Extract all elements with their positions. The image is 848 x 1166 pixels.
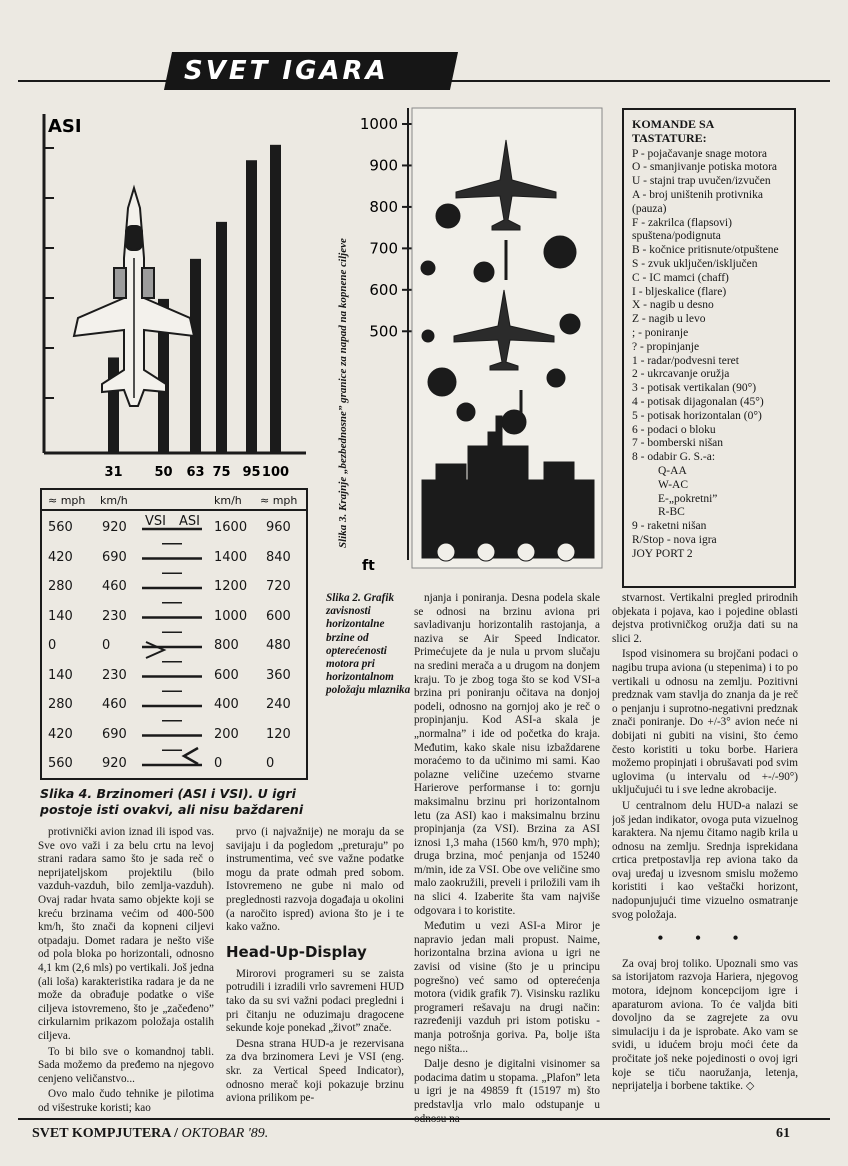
gauge-row (42, 756, 306, 776)
gauge-value-mph-l: 140 (48, 667, 73, 683)
col-head-mph-right: ≈ mph (260, 494, 298, 507)
gauge-value-kmh-l: 690 (102, 726, 127, 742)
col2-paragraph: Mirorovi programeri su se zaista potrudili i izradili vrlo savremeni HUD tako da su svi važni podaci pregledni i pri čitanju ne oduzimaju dragocene sekunde koje ponekad „život” znače. (226, 967, 404, 1035)
col2-paragraph-a: prvo (i najvažnije) ne moraju da se savijaju i da pogledom „preturaju” po instrumentima, već sve važne podatke mogu da prate odmah pred sobom. Istovremeno ne gube ni malo od preglednosti razvoja događaja u okolini (a naročito ispred) aviona što je i te kako važno. (226, 826, 404, 934)
gauge-row (42, 520, 306, 540)
gauge-row (42, 579, 306, 599)
altitude-tick-label: 1000 (359, 115, 398, 133)
caption-slika-4: Slika 4. Brzinomeri (ASI i VSI). U igri postoje isti ovakvi, ali nisu baždareni (40, 786, 304, 817)
command-item: 1 - radar/podvesni teret (632, 354, 739, 367)
command-item: 4 - potisak dijagonalan (45°) (632, 395, 764, 408)
gauge-value-mph-l: 140 (48, 608, 73, 624)
asi-bar-label: 50 (154, 465, 173, 480)
col1-paragraph: protivnički avion iznad ili ispod vas. Sve ovo važi i za belu crtu na levoj strani radara samo što je sada reč o neprijateljskom projektilu (bilo vazduh-vazduh, bilo zemlja-vazduh). Ovaj radar hvata samo objekte koji se kreću brzinama većim od 400-500 km/h, što znači da kopneni ciljevi otpadaju. Domet radara je nešto više od pola bloka po horizontali, odnosno 4,1 km (2,6 mls) po vertikali. Još jedna (ali loša) karakteristika radara je da ne može da obrađuje podatke o više ciljeva istovremeno, što je „začeđeno” cirkularnim prikazom položaja ostalih ciljeva. (38, 826, 214, 1042)
gauge-value-mph-r: 360 (266, 667, 291, 683)
asi-bar-label: 63 (186, 465, 205, 480)
section-heading-hud: Head-Up-Display (226, 942, 367, 961)
caption-slika-3: Slika 3. Krajnje „bezbednosne” granice za napad na kopnene ciljeve (337, 238, 349, 548)
gauge-value-mph-l: 0 (48, 638, 57, 653)
gauge-value-kmh-l: 230 (102, 667, 127, 683)
text-column-3 (414, 592, 600, 1122)
asi-chart-title: ASI (48, 116, 82, 137)
command-item: O - smanjivanje potiska motora (632, 161, 777, 174)
gauge-value-mph-r: 840 (266, 549, 291, 565)
gauge-value-mph-l: 420 (48, 726, 73, 742)
col1-paragraph: To bi bilo sve o komandnoj tabli. Sada možemo da pređemo na njegovo cenjeno veličanstvo... (38, 1045, 214, 1085)
command-item: F - zakrilca (flapsovi) spuštena/podignuta (632, 216, 732, 243)
asi-bar-label: 100 (261, 465, 290, 480)
col1-paragraph: Ovo malo čudo tehnike je pilotima od višestruke koristi; kao (38, 1088, 214, 1114)
command-subitem: E-„pokretni” (658, 492, 718, 505)
text-column-2 (226, 826, 404, 1122)
banner-text: SVET IGARA (184, 56, 389, 86)
gauge-value-mph-l: 280 (48, 579, 73, 594)
col4-paragraph-b: Za ovaj broj toliko. Upoznali smo vas sa istorijatom razvoja Hariera, njegovog motora, idejnom koncepcijom igre i aparaturom aviona. To će valjda biti dovoljno da se zagrejete za ovu simulaciju i da je isprobate. Ako vam se svidi, u idućem broju moći ćete da pročitate još neke pojedinosti o ovoj igri koje se tiču naoružanja, letenja, neprijatelja i borbene taktike. ◇ (612, 957, 798, 1093)
command-subitem: R-BC (658, 506, 685, 519)
command-item: 3 - potisak vertikalan (90°) (632, 382, 757, 395)
asi-chart-svg (40, 108, 310, 480)
asi-bar (246, 160, 257, 453)
gauge-value-mph-l: 560 (48, 756, 73, 771)
footer-magazine-name: SVET KOMPJUTERA (32, 1126, 171, 1141)
command-item: ? - propinjanje (632, 340, 700, 353)
col-head-kmh-right: km/h (214, 494, 242, 507)
keyboard-commands-box (622, 108, 796, 588)
altitude-unit-label: ft (362, 558, 375, 574)
command-item: S - zvuk uključen/isključen (632, 257, 758, 270)
harrier-topview-drawing (74, 188, 194, 406)
commands-title: KOMANDE SA TASTATURE: (632, 117, 714, 145)
gauge-value-kmh-l: 690 (102, 549, 127, 565)
command-item: JOY PORT 2 (632, 547, 693, 560)
command-item: X - nagib u desno (632, 299, 714, 312)
col2-paragraph: Desna strana HUD-a je rezervisana za dva brzinomera Levi je VSI (eng. skr. za Vertical Speed Indicator), odnosno merač koji pokazuje brzinu aviona prilikom pe- (226, 1037, 404, 1105)
col3-paragraph: Dalje desno je digitalni visinomer sa podacima datim u stopama. „Plafon” leta u igri je na 49859 ft (15197 m) što predstavlja vrlo malo odstupanje u (414, 1058, 600, 1111)
command-subitem: Q-AA (658, 464, 687, 477)
section-banner (164, 52, 458, 90)
asi-bar-label: 95 (242, 465, 261, 480)
gauge-value-mph-r: 240 (266, 697, 291, 712)
command-item: 5 - potisak horizontalan (0°) (632, 409, 762, 422)
command-item: U - stajni trap uvučen/izvučen (632, 175, 771, 188)
col-head-kmh-left: km/h (100, 494, 128, 507)
gauge-row (42, 550, 306, 570)
gauge-row (42, 668, 306, 688)
command-subitem: W-AC (658, 478, 689, 491)
caption-slika-2: Slika 2. Grafik zavisnosti horizontalne brzine od opterećenosti motora pri horizontalnom položaju mlaznika (326, 592, 411, 697)
col-head-vsi: VSI (145, 514, 166, 529)
gauge-row (42, 638, 306, 658)
command-item: P - pojačavanje snage motora (632, 147, 767, 160)
command-item: Z - nagib u levo (632, 313, 706, 326)
gauge-value-kmh-r: 1000 (214, 608, 248, 624)
command-item: B - kočnice pritisnute/otpuštene (632, 244, 779, 257)
command-item: ; - poniranje (632, 326, 689, 339)
command-item: R/Stop - nova igra (632, 533, 717, 546)
gauge-row (42, 727, 306, 747)
gauge-value-kmh-r: 800 (214, 638, 239, 653)
gauge-value-kmh-r: 1600 (214, 520, 248, 535)
gauge-value-kmh-r: 1200 (214, 579, 248, 594)
col3-paragraph: njanja i poniranja. Desna podela skale se odnosi na brzinu aviona pri savladivanju horizontalih rastojanja, a naziva se Air Speed Indicator. Primećujete da je nula u prvom slučaju na sredini merača a u drugom na donjem kraju. To je zbog toga što se kod VSI-a brzina pri poniranju očitava na donjoj podeli, odnosno na gornjoj ako je reč o propinjanju. Kod ASI-a skala je „normalna” i ide od početka do kraja. Međutim, kako skale nisu izbaždarene moraćemo to da učinimo mi sami. Kao polazne veličine uzećemo stvarne Harierove performanse i to: gornju maksimalnu brzinu pri horizontalnom letu (za ASI) kao i maksimalnu brzinu propinjanja (za VSI). Brzina za ASI iznosi 1,3 maha (1560 km/h, 970 mph); druga brzina, moć penjanja od 15240 m/min, ide za VSI. Obe ove veličine smo malo zaokružili, preveli i priložili vam ih na slici 4. Izaberite šta vam najviše odgovara i to koristite. (414, 592, 600, 917)
gauge-value-kmh-r: 200 (214, 726, 239, 742)
gauge-value-mph-l: 420 (48, 549, 73, 565)
asi-bar-label: 75 (212, 465, 231, 480)
col4-paragraph: U centralnom delu HUD-a nalazi se još jedan indikator, ovoga puta vizuelnog karaktera. Na njemu čitamo nagib krila u odnosu na zemlju. Srednja isprekidana crtica pretpostavlja rep aviona tako da ovaj uređaj u izvesnom smislu možemo koristiti i kao veštački horizont, nadopunjujući time vizuelno osmatranje svog položaja. (612, 799, 798, 921)
command-item: A - broj uništenih protivnika (pauza) (632, 188, 763, 215)
gauge-value-kmh-l: 460 (102, 579, 127, 594)
footer-magazine: SVET KOMPJUTERA / OKTOBAR '89. (32, 1126, 269, 1141)
footer-issue: OKTOBAR '89. (181, 1126, 269, 1141)
text-column-4 (612, 592, 798, 1122)
gauge-row (42, 697, 306, 717)
gauge-value-kmh-l: 0 (102, 638, 111, 653)
col4-paragraph: stvarnost. Vertikalni pregled prirodnih objekata i pojava, kao i pojedine oblasti dejstva protivničkog oružja dati su na slici 2. (612, 592, 798, 645)
col3-paragraph: Međutim u vezi ASI-a Miror je napravio jedan mali propust. Naime, horizontalna brzina aviona u igri ne zavisi od visine (što je u principu pogrešno) već samo od opterećenja motora (vidik grafik 7). Visinsku razliku programeri rešavaju na drugi način: razređeniji vazduh pri istom potisku - manja potrošnja goriva. Pa, bolje išta nego ništa... (414, 920, 600, 1055)
speed-gauge-table (40, 488, 308, 780)
altitude-tick-label: 500 (369, 322, 398, 341)
asi-bar-chart (40, 108, 310, 480)
gauge-value-mph-r: 120 (266, 726, 291, 742)
page-number: 61 (776, 1126, 790, 1141)
col-head-asi: ASI (179, 514, 200, 529)
gauge-value-kmh-r: 0 (214, 756, 223, 771)
command-item: 2 - ukrcavanje oružja (632, 368, 730, 381)
text-column-1 (38, 826, 214, 1122)
col4-paragraph: Ispod visinomera su brojčani podaci o nagibu trupa aviona (u stepenima) i to po vertikali u odnosu na zemlju. Pozitivni predznak vam stavlja do znanja da je reč o penjanju i suprotno-negativni predznak znači poniranje. Do +/-3° avion neće ni dobijati ni gubiti na visini, što ćemo često koristiti u toku borbe. Hariera možemo propinjati i obrušavati pod svim uglovima (u intervalu od +-/-90°) uključujući tu i sve ledne akrobacije. (612, 648, 798, 797)
altitude-tick-label: 900 (369, 156, 398, 175)
command-item: 8 - odabir G. S.-a: (632, 451, 716, 464)
gauge-value-mph-r: 600 (266, 608, 291, 624)
altitude-chart (356, 100, 608, 580)
command-item: C - IC mamci (chaff) (632, 271, 729, 284)
gauge-row (42, 609, 306, 629)
footer-rule (18, 1118, 830, 1120)
asi-bar (216, 222, 227, 453)
command-item: 9 - raketni nišan (632, 520, 707, 533)
gauge-value-mph-l: 560 (48, 520, 73, 535)
gauge-value-kmh-r: 400 (214, 697, 239, 712)
asi-bar (108, 357, 119, 453)
gauge-value-mph-r: 0 (266, 756, 275, 771)
gauge-value-kmh-l: 920 (102, 520, 127, 535)
command-item: I - bljeskalice (flare) (632, 285, 727, 298)
gauge-value-mph-r: 480 (266, 638, 291, 653)
asi-bar (190, 259, 201, 453)
gauge-value-mph-l: 280 (48, 697, 73, 712)
altitude-tick-label: 800 (369, 197, 398, 216)
asi-bar-label: 31 (104, 465, 123, 480)
command-item: 6 - podaci o bloku (632, 423, 716, 436)
gauge-value-mph-r: 720 (266, 579, 291, 594)
gauge-value-kmh-r: 600 (214, 667, 239, 683)
command-item: 7 - bomberski nišan (632, 437, 724, 450)
altitude-tick-label: 700 (369, 239, 398, 258)
section-end-dots: • • • (657, 930, 753, 948)
altitude-tick-label: 600 (369, 280, 398, 299)
gauge-value-kmh-r: 1400 (214, 549, 248, 565)
col-head-mph-left: ≈ mph (48, 494, 86, 507)
gauge-value-kmh-l: 230 (102, 608, 127, 624)
gauge-value-kmh-l: 920 (102, 756, 127, 771)
gauge-value-mph-r: 960 (266, 520, 291, 535)
asi-bar (270, 145, 281, 453)
gauge-value-kmh-l: 460 (102, 697, 127, 712)
